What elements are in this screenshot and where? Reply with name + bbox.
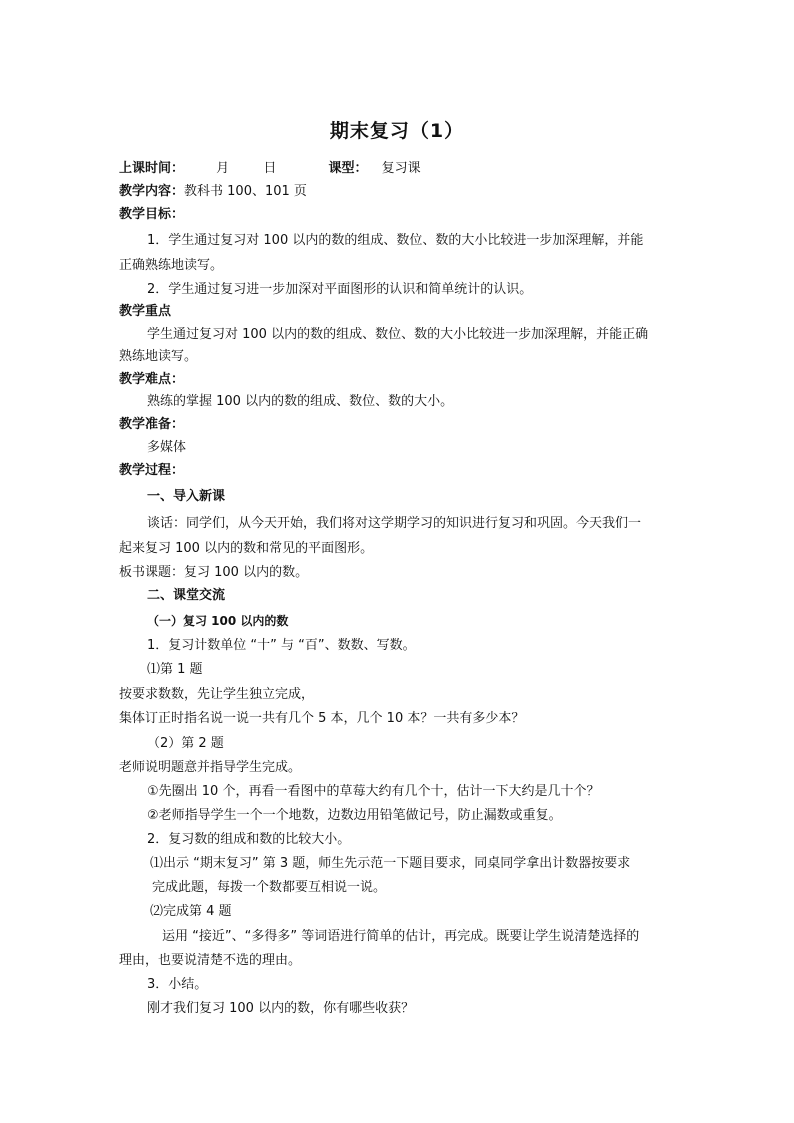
goal-2: 2．学生通过复习进一步加深对平面图形的认识和简单统计的认识。 bbox=[147, 282, 533, 297]
item-3: 3．小结。 bbox=[147, 977, 208, 992]
item-2-paragraph-1-line-2: 完成此题，每拨一个数都要互相说一说。 bbox=[152, 880, 387, 895]
key-points-line-2: 熟练地读写。 bbox=[119, 349, 198, 364]
difficulty-label: 教学难点： bbox=[119, 372, 185, 387]
key-points-line-1: 学生通过复习对 100 以内的数的组成、数位、数的大小比较进一步加深理解，并能正确 bbox=[147, 327, 649, 342]
key-points-label: 教学重点 bbox=[119, 304, 172, 319]
difficulty-line-1: 熟练的掌握 100 以内的数的组成、数位、数的大小。 bbox=[147, 394, 454, 409]
section-2-heading: 二、课堂交流 bbox=[147, 588, 226, 603]
section-1-paragraph-line-1: 谈话：同学们，从今天开始，我们将对这学期学习的知识进行复习和巩固。今天我们一 bbox=[147, 516, 642, 531]
section-2-subheading: （一）复习 100 以内的数 bbox=[147, 614, 289, 628]
question-1: ⑴第 1 题 bbox=[147, 662, 203, 677]
content-line bbox=[119, 183, 679, 201]
month-label: 月 bbox=[216, 161, 230, 176]
type-label: 课型： bbox=[328, 161, 368, 176]
question-2-line-a: 老师说明题意并指导学生完成。 bbox=[119, 760, 302, 775]
item-3-line-a: 刚才我们复习 100 以内的数，你有哪些收获？ bbox=[147, 1001, 415, 1016]
item-2-paragraph-2: ⑵完成第 4 题 bbox=[150, 904, 232, 919]
content-label: 教学内容： bbox=[119, 184, 185, 199]
question-2-step-2: ②老师指导学生一个一个地数，边数边用铅笔做记号，防止漏数或重复。 bbox=[147, 808, 562, 823]
preparation-label: 教学准备： bbox=[119, 417, 185, 432]
preparation-line-1: 多媒体 bbox=[147, 440, 187, 455]
type-value: 复习课 bbox=[381, 161, 421, 176]
goal-1-line-2: 正确熟练地读写。 bbox=[119, 258, 224, 273]
section-1-heading: 一、导入新课 bbox=[147, 489, 226, 504]
item-2-paragraph-2-line-1: 运用 “接近”、“多得多” 等词语进行简单的估计，再完成。既要让学生说清楚选择的 bbox=[162, 929, 640, 944]
question-2-step-1: ①先圈出 10 个，再看一看图中的草莓大约有几个十，估计一下大约是几十个？ bbox=[147, 784, 600, 799]
day-label: 日 bbox=[263, 161, 277, 176]
item-2: 2．复习数的组成和数的比较大小。 bbox=[147, 832, 351, 847]
item-1: 1．复习计数单位 “十” 与 “百”、数数、写数。 bbox=[147, 638, 416, 653]
content-value: 教科书 100、101 页 bbox=[184, 184, 307, 199]
question-1-line-a: 按要求数数，先让学生独立完成， bbox=[119, 687, 315, 702]
board-title: 板书课题：复习 100 以内的数。 bbox=[119, 565, 309, 580]
item-2-paragraph-1-line-1: ⑴出示 “期末复习” 第 3 题，师生先示范一下题目要求，同桌同学拿出计数器按要求 bbox=[150, 856, 631, 871]
question-2: （2）第 2 题 bbox=[147, 736, 224, 751]
lesson-meta-line bbox=[119, 160, 679, 178]
goal-1-line-1: 1．学生通过复习对 100 以内的数的组成、数位、数的大小比较进一步加深理解，并能 bbox=[147, 233, 644, 248]
process-label: 教学过程： bbox=[119, 463, 185, 478]
time-label: 上课时间： bbox=[119, 161, 185, 176]
question-1-line-b: 集体订正时指名说一说一共有几个 5 本，几个 10 本？一共有多少本？ bbox=[119, 711, 525, 726]
goals-label: 教学目标： bbox=[119, 207, 185, 222]
section-1-paragraph-line-2: 起来复习 100 以内的数和常见的平面图形。 bbox=[119, 541, 374, 556]
item-2-paragraph-2-line-2: 理由，也要说清楚不选的理由。 bbox=[119, 953, 302, 968]
page-title: 期末复习（1） bbox=[329, 120, 465, 142]
